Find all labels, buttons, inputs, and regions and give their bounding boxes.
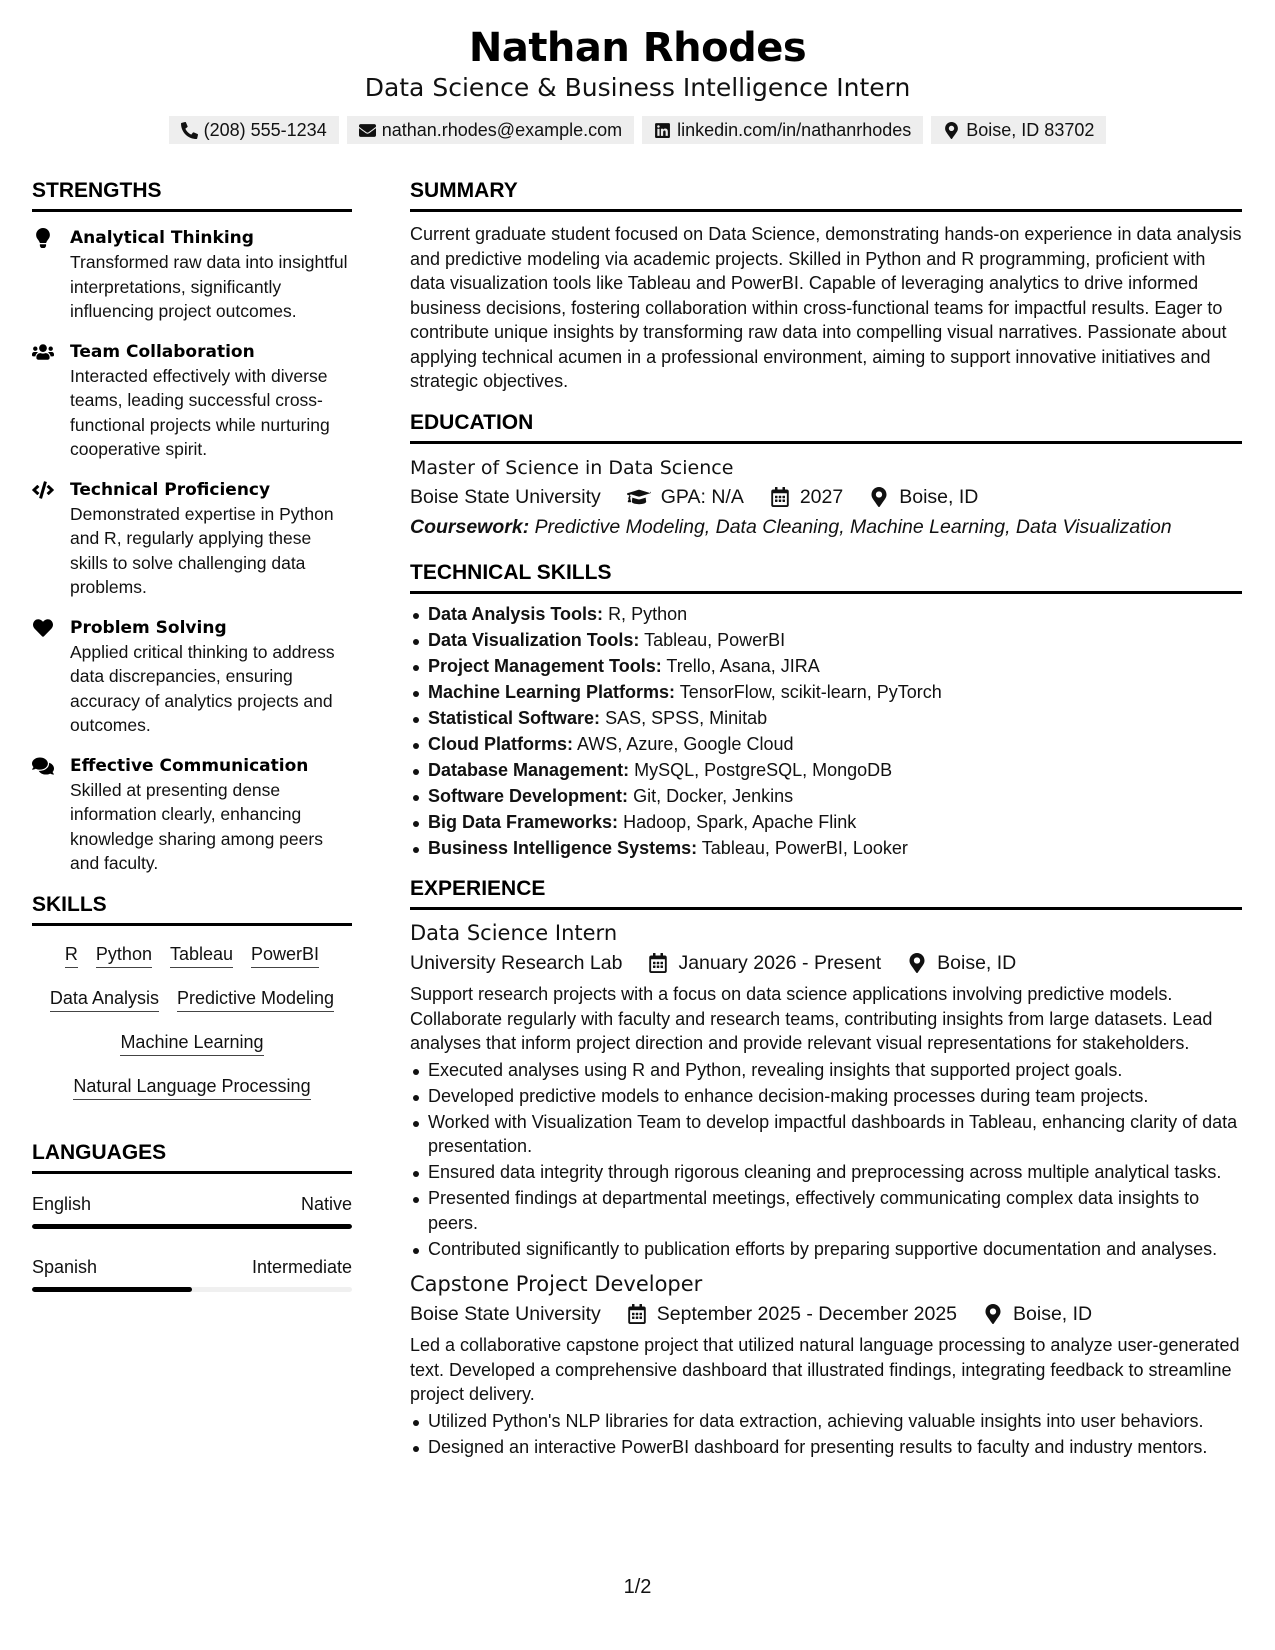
job-bullets — [410, 1409, 1242, 1460]
skill-value: Trello, Asana, JIRA — [666, 655, 820, 676]
list-item — [410, 628, 1242, 653]
map-pin-icon — [983, 1304, 1003, 1324]
skill-label: Business Intelligence Systems: — [428, 837, 698, 858]
job-title: Data Science Intern — [410, 921, 618, 945]
skill-tag: Machine Learning — [120, 1030, 263, 1056]
list-item — [410, 732, 1242, 757]
code-icon — [32, 478, 56, 600]
language-proficiency-bar — [32, 1287, 352, 1292]
strength-desc: Interacted effectively with diverse teams, leading successful cross-functional projects while nurturing cooperative spirit. — [70, 365, 330, 459]
summary-text: Current graduate student focused on Data Science, demonstrating hands-on experience in data analysis and predictive modeling via academic projects. Skilled in Python and R programming, proficient with data visualization tools like Tableau and PowerBI. Capable of leveraging analytics to drive informed business decisions, fostering collaboration within cross-functional teams for impactful results. Eager to contribute unique insights by transforming raw data into compelling visual narratives. Passionate about applying technical acumen in a professional environment, aiming to support innovative initiatives and strategic objectives. — [410, 224, 1242, 391]
education-heading: EDUCATION — [410, 410, 1242, 444]
education-location: Boise, ID — [899, 485, 979, 508]
education-meta — [410, 482, 1242, 512]
phone-text: (208) 555-1234 — [203, 120, 327, 140]
lightbulb-icon — [32, 226, 56, 324]
linkedin-text: linkedin.com/in/nathanrhodes — [677, 120, 912, 140]
list-item — [410, 706, 1242, 731]
language-item — [32, 1192, 352, 1229]
language-proficiency-fill — [32, 1287, 192, 1292]
education-section — [410, 410, 1242, 542]
list-item: Executed analyses using R and Python, revealing insights that supported project goals. — [410, 1058, 1242, 1083]
degree-title: Master of Science in Data Science — [410, 456, 734, 479]
graduation-year: 2027 — [799, 485, 844, 508]
job-title: Capstone Project Developer — [410, 1272, 703, 1296]
strength-title: Analytical Thinking — [70, 228, 254, 248]
skills-list — [32, 942, 352, 1100]
job-entry — [410, 1269, 1242, 1459]
right-column — [410, 178, 1242, 1473]
skill-tag: Tableau — [170, 942, 233, 968]
email-text: nathan.rhodes@example.com — [381, 120, 623, 140]
skill-value: AWS, Azure, Google Cloud — [577, 733, 794, 754]
skill-tag: Natural Language Processing — [73, 1074, 310, 1100]
summary-heading: SUMMARY — [410, 178, 1242, 212]
list-item — [410, 784, 1242, 809]
list-item: Designed an interactive PowerBI dashboard for presenting results to faculty and industry mentors. — [410, 1435, 1242, 1460]
job-description: Support research projects with a focus on data science applications involving predictive models. Collaborate regularly with faculty and research teams, contributing insights from large datasets. Lead analyses that inform project direction and provide relevant visual representations for stakeholders. — [410, 984, 1213, 1053]
coursework — [410, 512, 1242, 542]
strength-item — [32, 340, 352, 462]
list-item — [410, 758, 1242, 783]
linkedin-icon — [654, 122, 671, 139]
job-meta — [410, 1299, 1242, 1329]
strengths-section — [32, 178, 352, 876]
envelope-icon — [359, 122, 376, 139]
calendar-icon — [770, 487, 790, 507]
skill-value: Git, Docker, Jenkins — [633, 785, 794, 806]
language-proficiency-bar — [32, 1224, 352, 1229]
skill-label: Big Data Frameworks: — [428, 811, 619, 832]
comments-icon — [32, 754, 56, 876]
skill-value: TensorFlow, scikit-learn, PyTorch — [679, 681, 942, 702]
calendar-icon — [627, 1304, 647, 1324]
list-item — [410, 810, 1242, 835]
contact-email[interactable] — [347, 116, 634, 144]
contact-bar — [0, 116, 1275, 144]
map-pin-icon — [943, 122, 960, 139]
skill-tag: R — [65, 942, 78, 968]
skill-tag: Predictive Modeling — [177, 986, 334, 1012]
skill-tag: PowerBI — [251, 942, 319, 968]
map-pin-icon — [869, 487, 889, 507]
skill-value: R, Python — [608, 603, 688, 624]
strength-title: Team Collaboration — [70, 341, 255, 362]
list-item — [410, 836, 1242, 861]
job-location: Boise, ID — [1013, 1303, 1093, 1325]
technical-skills-section — [410, 560, 1242, 861]
list-item: Worked with Visualization Team to develop impactful dashboards in Tableau, enhancing clarity of data presentation. — [410, 1110, 1242, 1159]
skill-tag: Data Analysis — [50, 986, 159, 1012]
strength-title: Effective Communication — [70, 755, 309, 776]
strength-title: Problem Solving — [70, 617, 227, 638]
skill-label: Cloud Platforms: — [428, 733, 574, 754]
resume-header — [0, 22, 1275, 144]
users-icon — [32, 340, 56, 462]
job-org: University Research Lab — [410, 952, 623, 974]
job-description: Led a collaborative capstone project that utilized natural language processing to analyze user-generated text. Developed a comprehensive dashboard that illustrated findings, integrating feedback to streamline project delivery. — [410, 1335, 1240, 1404]
skill-value: Tableau, PowerBI, Looker — [701, 837, 908, 858]
list-item: Presented findings at departmental meetings, effectively communicating complex data insights to peers. — [410, 1186, 1242, 1235]
skill-label: Software Development: — [428, 785, 629, 806]
candidate-name: Nathan Rhodes — [468, 25, 807, 71]
skill-label: Database Management: — [428, 759, 630, 780]
job-dates: January 2026 - Present — [678, 952, 882, 974]
list-item: Contributed significantly to publication efforts by preparing supportive documentation and analyses. — [410, 1237, 1242, 1262]
strength-item — [32, 754, 352, 876]
language-level: Intermediate — [251, 1256, 352, 1277]
technical-skills-heading: TECHNICAL SKILLS — [410, 560, 1242, 594]
heart-icon — [32, 616, 56, 738]
contact-location — [931, 116, 1106, 144]
school-name: Boise State University — [410, 485, 601, 508]
job-bullets — [410, 1058, 1242, 1262]
strength-item — [32, 616, 352, 738]
technical-skills-list — [410, 602, 1242, 861]
job-meta — [410, 948, 1242, 978]
language-name: English — [32, 1193, 92, 1214]
gpa: GPA: N/A — [660, 485, 744, 508]
skill-value: Tableau, PowerBI — [644, 629, 786, 650]
summary-section — [410, 178, 1242, 394]
graduation-cap-icon — [627, 487, 651, 507]
contact-linkedin[interactable] — [642, 116, 923, 144]
strength-desc: Demonstrated expertise in Python and R, regularly applying these skills to solve challenging data problems. — [70, 503, 334, 597]
job-location: Boise, ID — [937, 952, 1017, 974]
job-entry — [410, 918, 1242, 1261]
job-org: Boise State University — [410, 1303, 601, 1325]
contact-phone[interactable] — [169, 116, 339, 144]
left-column — [32, 178, 352, 1318]
skill-tag: Python — [96, 942, 152, 968]
list-item: Ensured data integrity through rigorous cleaning and preprocessing across multiple analytical tasks. — [410, 1160, 1242, 1185]
skills-heading: SKILLS — [32, 892, 352, 926]
phone-icon — [181, 122, 198, 139]
language-level: Native — [300, 1193, 352, 1214]
experience-heading: EXPERIENCE — [410, 876, 1242, 910]
list-item: Developed predictive models to enhance decision-making processes during team projects. — [410, 1084, 1242, 1109]
location-text: Boise, ID 83702 — [966, 120, 1095, 140]
skill-label: Machine Learning Platforms: — [428, 681, 676, 702]
skill-value: MySQL, PostgreSQL, MongoDB — [634, 759, 893, 780]
skill-label: Data Visualization Tools: — [428, 629, 640, 650]
page-indicator: 1/2 — [623, 1576, 652, 1598]
calendar-icon — [648, 953, 668, 973]
strength-desc: Applied critical thinking to address data discrepancies, ensuring accuracy of analytics projects and outcomes. — [70, 641, 335, 735]
language-name: Spanish — [32, 1256, 98, 1277]
languages-section — [32, 1140, 352, 1292]
coursework-label: Coursework: — [410, 515, 530, 538]
skill-value: SAS, SPSS, Minitab — [605, 707, 768, 728]
strength-item — [32, 478, 352, 600]
list-item: Utilized Python's NLP libraries for data extraction, achieving valuable insights into user behaviors. — [410, 1409, 1242, 1434]
language-item — [32, 1255, 352, 1292]
strength-item — [32, 226, 352, 324]
skill-label: Project Management Tools: — [428, 655, 662, 676]
list-item — [410, 602, 1242, 627]
skills-section — [32, 892, 352, 1100]
map-pin-icon — [907, 953, 927, 973]
strength-desc: Skilled at presenting dense information clearly, enhancing knowledge sharing among peers and faculty. — [70, 779, 323, 873]
coursework-list: Predictive Modeling, Data Cleaning, Machine Learning, Data Visualization — [534, 515, 1172, 538]
languages-heading: LANGUAGES — [32, 1140, 352, 1174]
experience-section — [410, 876, 1242, 1459]
skill-value: Hadoop, Spark, Apache Flink — [623, 811, 857, 832]
list-item — [410, 654, 1242, 679]
skill-label: Data Analysis Tools: — [428, 603, 604, 624]
language-proficiency-fill — [32, 1224, 352, 1229]
strength-desc: Transformed raw data into insightful interpretations, significantly influencing project outcomes. — [70, 252, 348, 321]
skill-label: Statistical Software: — [428, 707, 601, 728]
candidate-role: Data Science & Business Intelligence Intern — [364, 73, 911, 102]
strength-title: Technical Proficiency — [70, 479, 271, 500]
strengths-heading: STRENGTHS — [32, 178, 352, 212]
job-dates: September 2025 - December 2025 — [656, 1303, 958, 1325]
list-item — [410, 680, 1242, 705]
